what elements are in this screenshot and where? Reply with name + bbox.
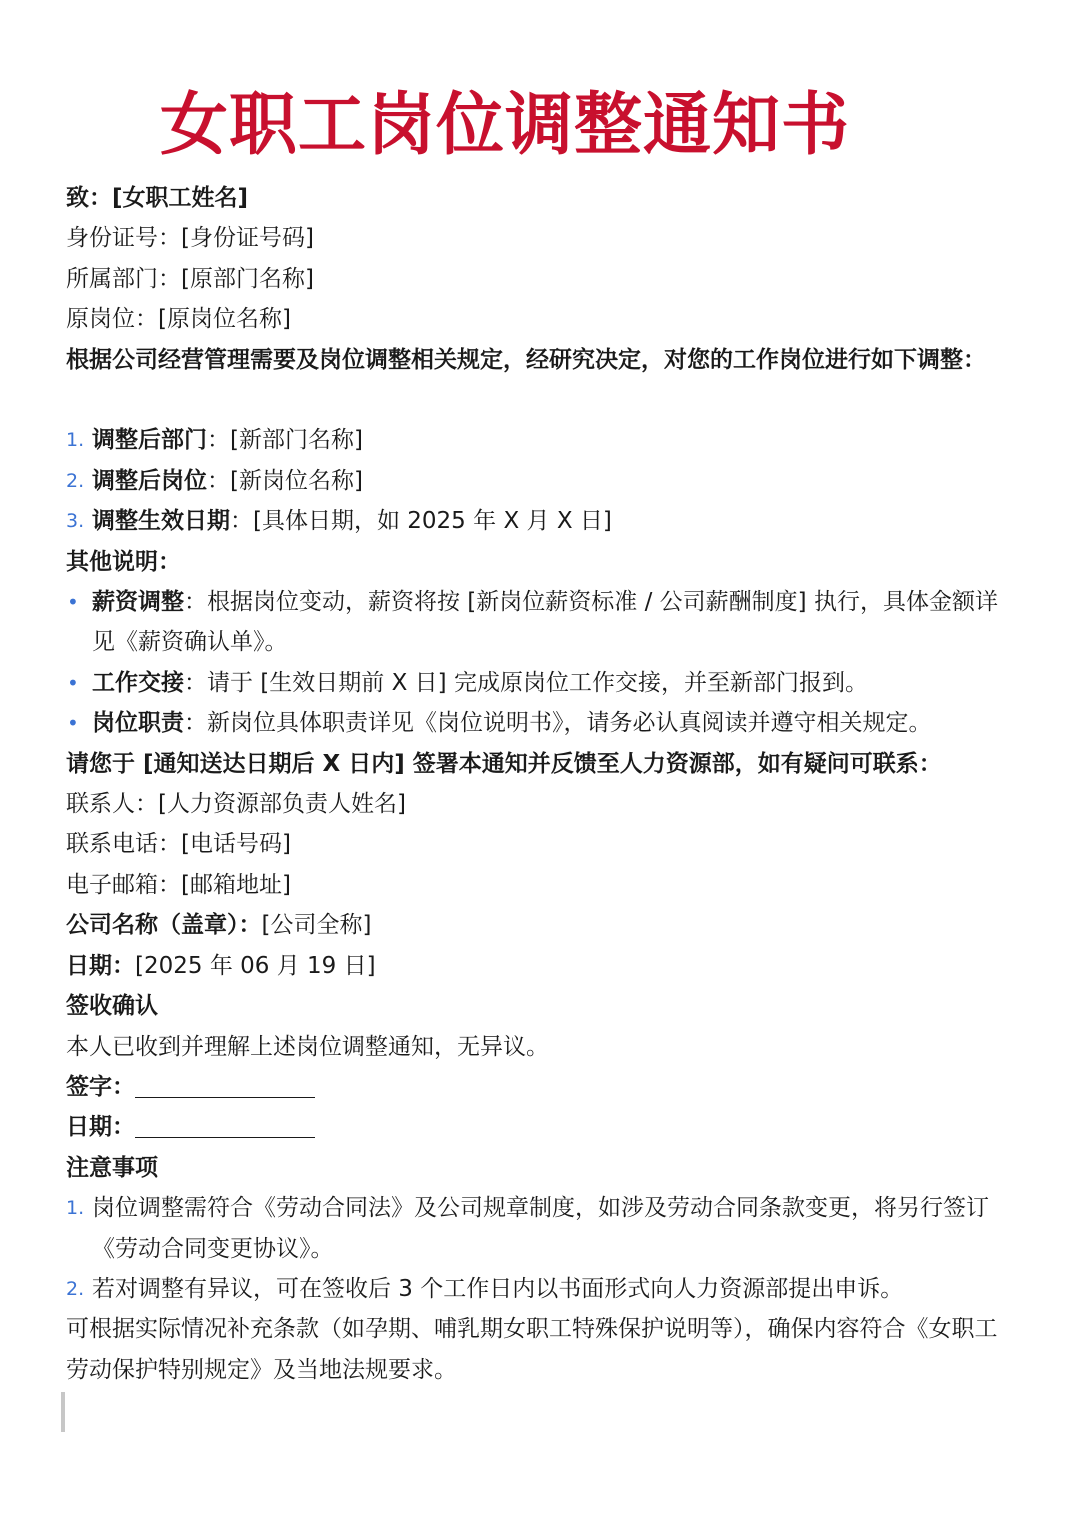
id-number-line: 身份证号：[身份证号码] (66, 225, 314, 252)
company-label: 公司名称（盖章）： (66, 912, 262, 939)
list-number: 1. (66, 1197, 85, 1220)
recipient-value: [女职工姓名] (112, 185, 249, 211)
other-item (66, 582, 1002, 663)
sign-date-label: 日期： (66, 1114, 135, 1141)
note-text: 岗位调整需符合《劳动合同法》及公司规章制度，如涉及劳动合同条款变更，将另行签订《劳动合同变更协议》。 (92, 1195, 989, 1262)
contact-email: 电子邮箱：[邮箱地址] (66, 871, 291, 898)
bullet-icon: • (67, 670, 79, 695)
adjustment-item (66, 420, 1026, 460)
adjustment-label: 调整生效日期 (92, 508, 230, 535)
adjustment-label: 调整后部门 (92, 427, 207, 454)
date-label: 日期： (66, 952, 135, 979)
adjustment-item (66, 501, 1026, 541)
document-title: 女职工岗位调整通知书 (159, 86, 850, 165)
other-item-text: ：根据岗位变动，薪资将按 [新岗位薪资标准 / 公司薪酬制度] 执行，具体金额详见《薪资确认单》。 (92, 589, 998, 656)
list-number: 2. (66, 469, 85, 492)
receipt-text: 本人已收到并理解上述岗位调整通知，无异议。 (66, 1033, 549, 1060)
list-number: 2. (66, 1277, 85, 1300)
other-heading: 其他说明： (66, 548, 181, 575)
recipient-label: 致： (66, 185, 112, 211)
other-item-text: ：新岗位具体职责详见《岗位说明书》，请务必认真阅读并遵守相关规定。 (184, 710, 932, 737)
document-body (66, 178, 1026, 1390)
company-value: [公司全称] (261, 912, 372, 939)
sign-date-blank (135, 1111, 315, 1138)
adjustment-value: ：[新岗位名称] (207, 467, 363, 494)
intro-paragraph: 根据公司经营管理需要及岗位调整相关规定，经研究决定，对您的工作岗位进行如下调整： (66, 346, 986, 373)
signature-blank (135, 1071, 315, 1098)
contact-phone: 联系电话：[电话号码] (66, 831, 291, 858)
sign-request: 请您于 [通知送达日期后 X 日内] 签署本通知并反馈至人力资源部，如有疑问可联系： (66, 750, 942, 777)
closing-paragraph: 可根据实际情况补充条款（如孕期、哺乳期女职工特殊保护说明等），确保内容符合《女职工劳动保护特别规定》及当地法规要求。 (66, 1316, 998, 1383)
adjustment-value: ：[新部门名称] (207, 427, 363, 454)
empty-paragraph (66, 380, 1026, 420)
other-item (66, 663, 1026, 703)
adjustment-value: ：[具体日期，如 2025 年 X 月 X 日] (230, 508, 612, 535)
date-line (66, 946, 1026, 986)
signature-label: 签字： (66, 1073, 135, 1100)
list-number: 1. (66, 429, 85, 452)
other-item-text: ：请于 [生效日期前 X 日] 完成原岗位工作交接，并至新部门报到。 (184, 669, 868, 696)
recipient-line (66, 178, 1026, 218)
other-item-label: 薪资调整 (92, 589, 184, 616)
list-number: 3. (66, 510, 85, 533)
adjustment-item (66, 461, 1026, 501)
notes-heading: 注意事项 (66, 1154, 158, 1181)
other-item-label: 工作交接 (92, 669, 184, 696)
text-cursor (61, 1392, 65, 1432)
company-line (66, 905, 1026, 945)
contact-person: 联系人：[人力资源部负责人姓名] (66, 791, 406, 818)
bullet-icon: • (67, 711, 79, 736)
receipt-heading: 签收确认 (66, 993, 158, 1020)
sign-date-line (66, 1107, 1026, 1147)
note-item (66, 1269, 1026, 1309)
department-line: 所属部门：[原部门名称] (66, 265, 314, 292)
adjustment-label: 调整后岗位 (92, 467, 207, 494)
other-item (66, 703, 1026, 743)
signature-line (66, 1067, 1026, 1107)
bullet-icon: • (67, 590, 79, 615)
date-value: [2025 年 06 月 19 日] (135, 952, 376, 979)
note-item (66, 1188, 1017, 1269)
note-text: 若对调整有异议，可在签收后 3 个工作日内以书面形式向人力资源部提出申诉。 (92, 1275, 904, 1302)
original-post-line: 原岗位：[原岗位名称] (66, 306, 291, 333)
other-item-label: 岗位职责 (92, 710, 184, 737)
